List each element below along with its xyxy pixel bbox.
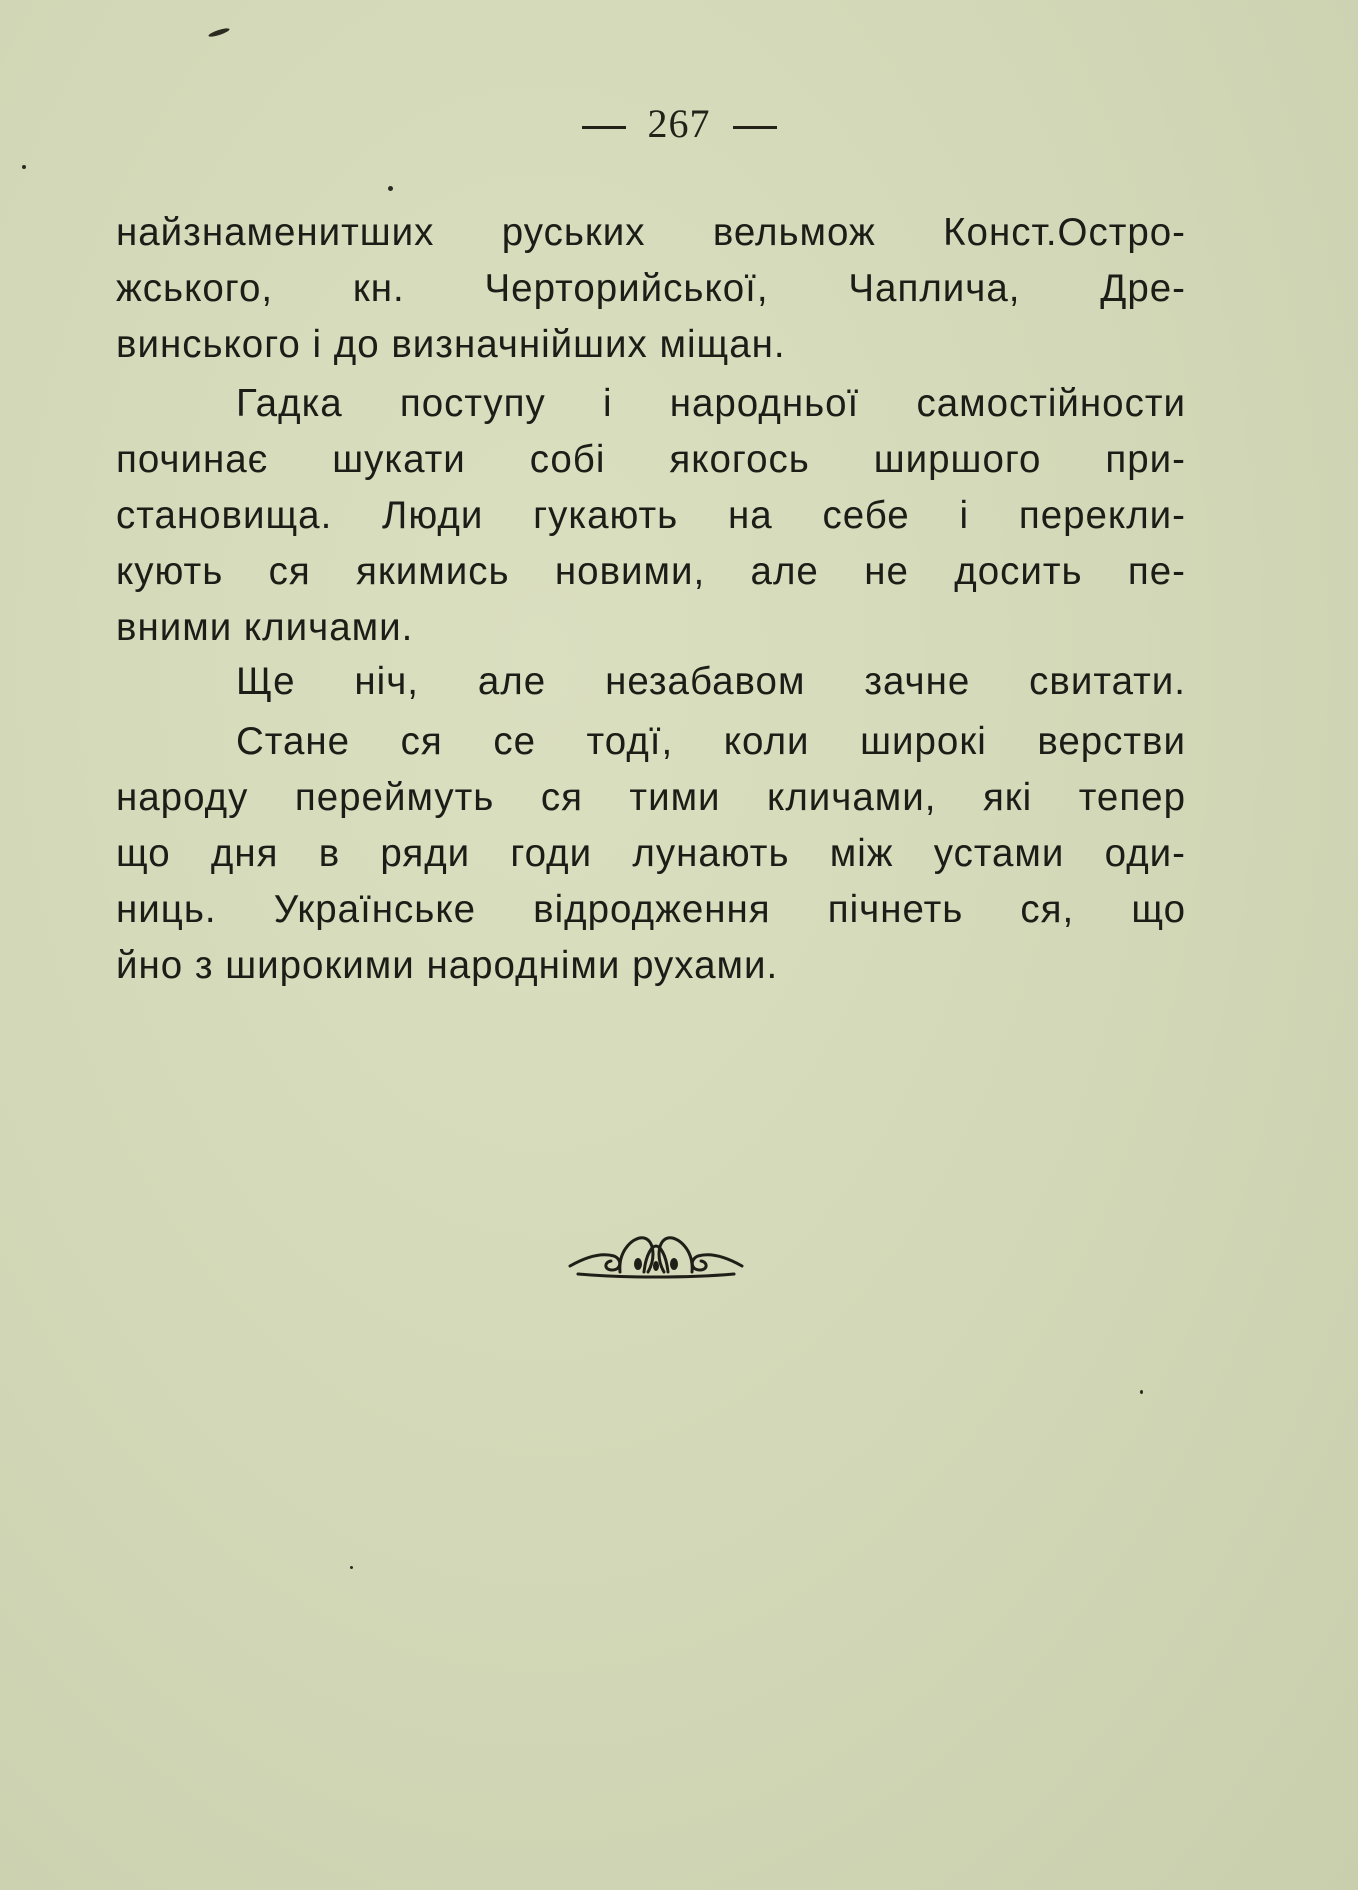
- folio-dash-right: [733, 126, 777, 129]
- text-line: що дня в ряди годи лунають між устами оди-: [116, 832, 1186, 875]
- text-line: народу переймуть ся тими кличами, які тепер: [116, 776, 1186, 819]
- text-line: йно з широкими народніми рухами.: [116, 944, 779, 987]
- scan-speck: [208, 27, 230, 39]
- text-line: ниць. Українське відродження пічнеть ся, що: [116, 888, 1186, 931]
- text-line: найзнаменитших руських вельмож Конст.Остро-: [116, 211, 1186, 254]
- text-line: становища. Люди гукають на себе і перекли-: [116, 494, 1186, 537]
- text-line: жського, кн. Черторийської, Чаплича, Дре-: [116, 267, 1186, 310]
- text-line: Ще ніч, але незабавом зачне свитати.: [236, 660, 1186, 703]
- scan-speck: [350, 1566, 353, 1569]
- paragraph-1: [116, 205, 1186, 373]
- scan-speck: [1140, 1390, 1143, 1394]
- folio-dash-left: [582, 126, 626, 129]
- text-line: починає шукати собі якогось ширшого при-: [116, 438, 1186, 481]
- tailpiece-ornament-icon: [564, 1228, 748, 1280]
- page-number-value: 267: [647, 101, 711, 146]
- paragraph-2: [116, 376, 1186, 656]
- text-line: кують ся якимись новими, але не досить пе-: [116, 550, 1186, 593]
- scan-speck: [388, 186, 393, 191]
- text-line: винського і до визначнійших міщан.: [116, 323, 786, 366]
- paragraph-3: [116, 654, 1186, 710]
- text-line: Стане ся се тодї, коли широкі верстви: [236, 720, 1186, 763]
- page-number: [0, 100, 1358, 147]
- text-line: Гадка поступу і народньої самостійности: [236, 382, 1186, 425]
- scan-speck: [22, 165, 26, 169]
- paragraph-4: [116, 714, 1186, 994]
- text-line: вними кличами.: [116, 606, 414, 649]
